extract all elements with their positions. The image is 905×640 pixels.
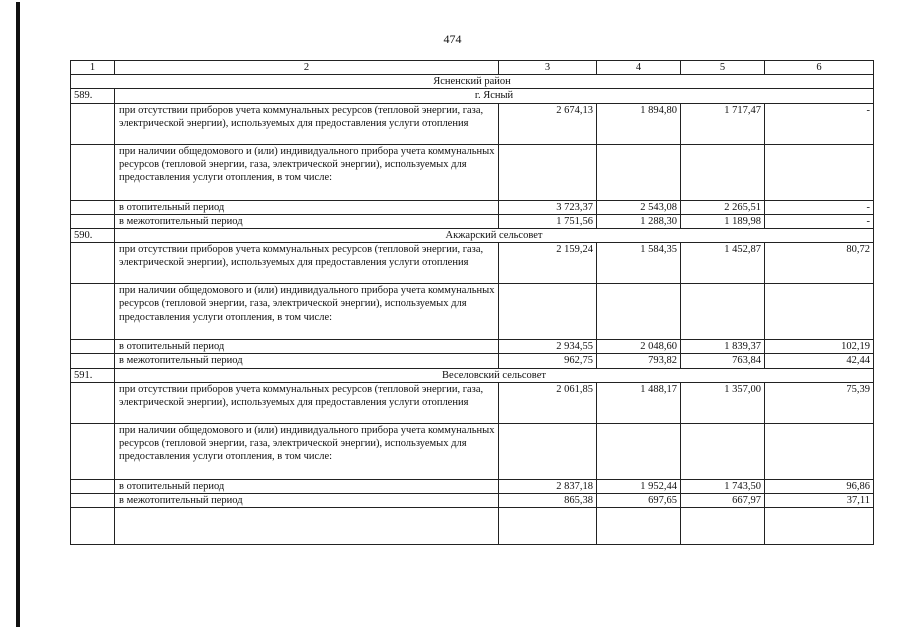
number-cell <box>71 354 115 368</box>
description-cell: в отопительный период <box>115 340 499 354</box>
number-cell <box>71 423 115 479</box>
value-cell: - <box>765 214 874 228</box>
group-number: 590. <box>71 229 115 243</box>
value-cell: 1 189,98 <box>681 214 765 228</box>
value-cell <box>765 423 874 479</box>
number-cell <box>71 284 115 340</box>
table-row <box>71 354 874 368</box>
value-cell: 962,75 <box>499 354 597 368</box>
number-cell <box>71 382 115 423</box>
value-cell: 1 743,50 <box>681 479 765 493</box>
blank-cell <box>499 508 597 545</box>
district-name: Ясненский район <box>71 75 874 89</box>
value-cell: 793,82 <box>597 354 681 368</box>
blank-cell <box>71 508 115 545</box>
group-number: 589. <box>71 89 115 103</box>
number-cell <box>71 144 115 200</box>
value-cell: 1 452,87 <box>681 243 765 284</box>
description-cell: в межотопительный период <box>115 214 499 228</box>
value-cell <box>765 144 874 200</box>
value-cell: 1 751,56 <box>499 214 597 228</box>
value-cell: 96,86 <box>765 479 874 493</box>
table-row <box>71 382 874 423</box>
number-cell <box>71 243 115 284</box>
value-cell: 42,44 <box>765 354 874 368</box>
number-cell <box>71 479 115 493</box>
table-row <box>71 200 874 214</box>
value-cell <box>597 144 681 200</box>
value-cell: 2 837,18 <box>499 479 597 493</box>
value-cell <box>765 284 874 340</box>
group-name: Веселовский сельсовет <box>115 368 874 382</box>
table-row <box>71 214 874 228</box>
value-cell <box>681 284 765 340</box>
description-cell: при отсутствии приборов учета коммунальных ресурсов (тепловой энергии, газа, электрической энергии), используемых для предоставления услуги отопления <box>115 103 499 144</box>
value-cell: 3 723,37 <box>499 200 597 214</box>
value-cell: - <box>765 200 874 214</box>
value-cell: 1 717,47 <box>681 103 765 144</box>
value-cell <box>597 284 681 340</box>
value-cell: 1 952,44 <box>597 479 681 493</box>
page-number: 474 <box>443 32 462 46</box>
group-header-row <box>71 229 874 243</box>
value-cell <box>681 144 765 200</box>
table-row <box>71 144 874 200</box>
description-cell: в отопительный период <box>115 479 499 493</box>
value-cell: 2 048,60 <box>597 340 681 354</box>
value-cell: 763,84 <box>681 354 765 368</box>
tariff-table <box>70 60 874 545</box>
blank-cell <box>681 508 765 545</box>
column-number: 6 <box>765 61 874 75</box>
column-number: 4 <box>597 61 681 75</box>
group-header-row <box>71 368 874 382</box>
column-number: 5 <box>681 61 765 75</box>
margin-bar <box>16 2 20 627</box>
blank-cell <box>115 508 499 545</box>
description-cell: при наличии общедомового и (или) индивидуального прибора учета коммунальных ресурсов (тепловой энергии, газа, электрической энергии), используемых для предоставления услуги отопления, в том числе: <box>115 284 499 340</box>
value-cell: 1 488,17 <box>597 382 681 423</box>
description-cell: в межотопительный период <box>115 494 499 508</box>
value-cell: 1 584,35 <box>597 243 681 284</box>
value-cell: 2 159,24 <box>499 243 597 284</box>
value-cell: 102,19 <box>765 340 874 354</box>
description-cell: в отопительный период <box>115 200 499 214</box>
value-cell: 865,38 <box>499 494 597 508</box>
value-cell: 2 061,85 <box>499 382 597 423</box>
table-row <box>71 103 874 144</box>
description-cell: при отсутствии приборов учета коммунальных ресурсов (тепловой энергии, газа, электрической энергии), используемых для предоставления услуги отопления <box>115 382 499 423</box>
district-row <box>71 75 874 89</box>
table-row <box>71 243 874 284</box>
value-cell <box>681 423 765 479</box>
number-cell <box>71 340 115 354</box>
value-cell <box>597 423 681 479</box>
description-cell: при наличии общедомового и (или) индивидуального прибора учета коммунальных ресурсов (тепловой энергии, газа, электрической энергии), используемых для предоставления услуги отопления, в том числе: <box>115 144 499 200</box>
value-cell: 1 357,00 <box>681 382 765 423</box>
value-cell: 1 839,37 <box>681 340 765 354</box>
value-cell: 2 934,55 <box>499 340 597 354</box>
table-row <box>71 284 874 340</box>
table-row <box>71 494 874 508</box>
value-cell <box>499 284 597 340</box>
value-cell: 80,72 <box>765 243 874 284</box>
value-cell: 2 674,13 <box>499 103 597 144</box>
table-row <box>71 423 874 479</box>
value-cell: 667,97 <box>681 494 765 508</box>
group-name: г. Ясный <box>115 89 874 103</box>
blank-row <box>71 508 874 545</box>
column-number: 3 <box>499 61 597 75</box>
value-cell: - <box>765 103 874 144</box>
column-number: 2 <box>115 61 499 75</box>
group-name: Акжарский сельсовет <box>115 229 874 243</box>
blank-cell <box>597 508 681 545</box>
value-cell: 1 894,80 <box>597 103 681 144</box>
number-cell <box>71 200 115 214</box>
value-cell: 1 288,30 <box>597 214 681 228</box>
value-cell: 697,65 <box>597 494 681 508</box>
number-cell <box>71 494 115 508</box>
number-cell <box>71 103 115 144</box>
value-cell: 75,39 <box>765 382 874 423</box>
value-cell: 2 543,08 <box>597 200 681 214</box>
table-row <box>71 479 874 493</box>
blank-cell <box>765 508 874 545</box>
group-number: 591. <box>71 368 115 382</box>
value-cell: 37,11 <box>765 494 874 508</box>
column-number: 1 <box>71 61 115 75</box>
column-number-row <box>71 61 874 75</box>
description-cell: при наличии общедомового и (или) индивидуального прибора учета коммунальных ресурсов (тепловой энергии, газа, электрической энергии), используемых для предоставления услуги отопления, в том числе: <box>115 423 499 479</box>
group-header-row <box>71 89 874 103</box>
table-body <box>71 61 874 545</box>
table-row <box>71 340 874 354</box>
value-cell: 2 265,51 <box>681 200 765 214</box>
number-cell <box>71 214 115 228</box>
description-cell: в межотопительный период <box>115 354 499 368</box>
description-cell: при отсутствии приборов учета коммунальных ресурсов (тепловой энергии, газа, электрической энергии), используемых для предоставления услуги отопления <box>115 243 499 284</box>
value-cell <box>499 144 597 200</box>
value-cell <box>499 423 597 479</box>
